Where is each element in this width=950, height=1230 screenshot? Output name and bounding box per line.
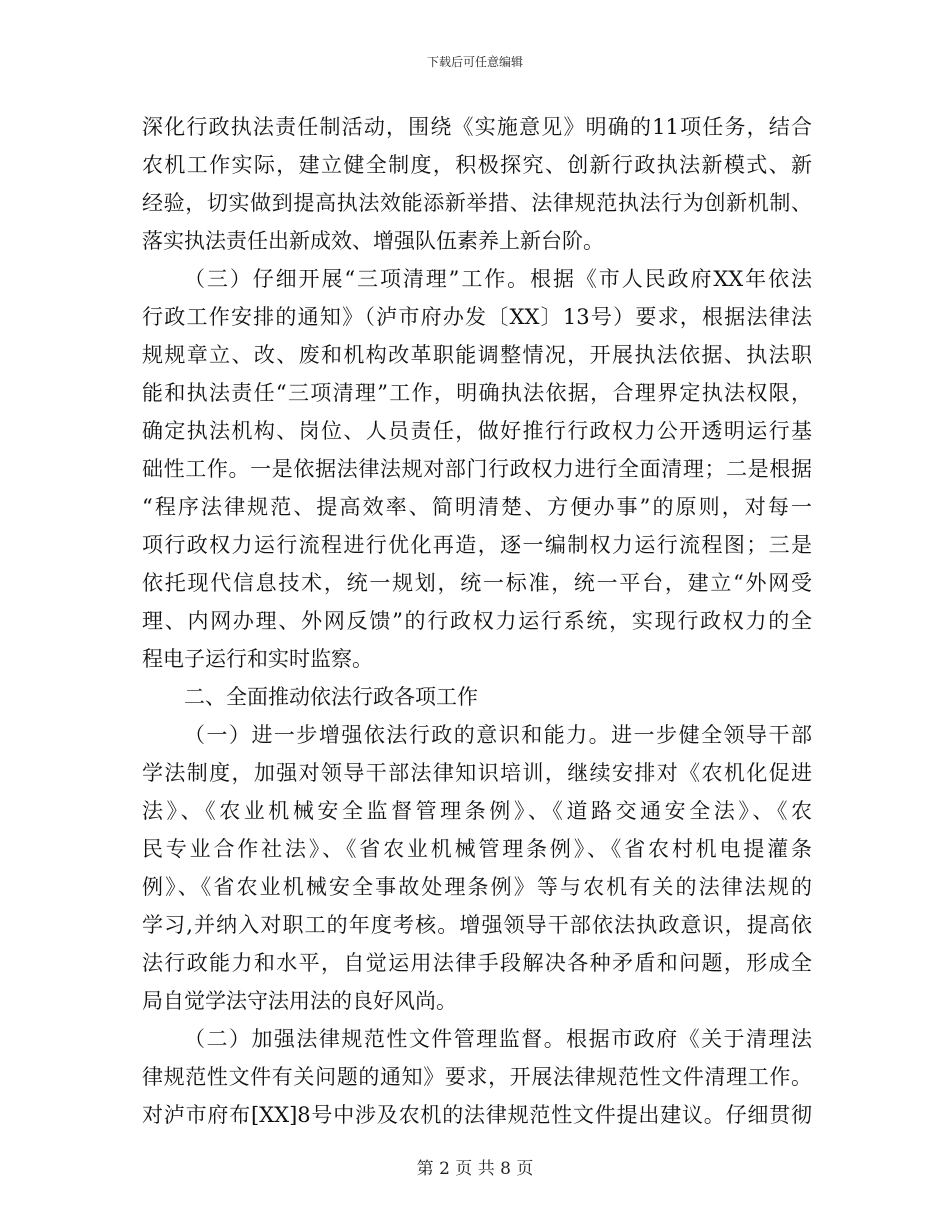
text-line: 确定执法机构、岗位、人员责任，做好推行行政权力公开透明运行基 — [142, 419, 812, 443]
text-line: 例》、《省农业机械安全事故处理条例》等与农机有关的法律法规的 — [142, 875, 812, 899]
text-line: 能和执法责任“三项清理”工作，明确执法依据，合理界定执法权限， — [142, 381, 812, 405]
text-line: 程电子运行和实时监察。 — [142, 647, 373, 671]
paragraph-start-line: （三）仔细开展“三项清理”工作。根据《市人民政府XX年依法 — [184, 267, 812, 291]
text-line: 法》、《农业机械安全监督管理条例》、《道路交通安全法》、《农 — [142, 799, 812, 823]
page-number-footer: 第 2 页 共 8 页 — [416, 1159, 534, 1179]
paragraph-start-line: （一）进一步增强依法行政的意识和能力。进一步健全领导干部 — [184, 723, 812, 747]
text-line: 学习,并纳入对职工的年度考核。增强领导干部依法执政意识，提高依 — [142, 913, 812, 937]
text-line: 规规章立、改、废和机构改革职能调整情况，开展执法依据、执法职 — [142, 343, 812, 367]
text-line: 落实执法责任出新成效、增强队伍素养上新台阶。 — [142, 229, 604, 253]
text-line: 农机工作实际，建立健全制度，积极探究、创新行政执法新模式、新 — [142, 153, 812, 177]
text-line: 对泸市府布[XX]8号中涉及农机的法律规范性文件提出建议。仔细贯彻 — [142, 1103, 812, 1127]
text-line: 理、内网办理、外网反馈”的行政权力运行系统，实现行政权力的全 — [142, 609, 812, 633]
text-line: 民专业合作社法》、《省农业机械管理条例》、《省农村机电提灌条 — [142, 837, 812, 861]
paragraph-start-line: （二）加强法律规范性文件管理监督。根据市政府《关于清理法 — [184, 1027, 812, 1051]
text-line: 学法制度，加强对领导干部法律知识培训，继续安排对《农机化促进 — [142, 761, 812, 785]
text-line: 深化行政执法责任制活动，围绕《实施意见》明确的11项任务，结合 — [142, 115, 812, 139]
text-line: 局自觉学法守法用法的良好风尚。 — [142, 989, 457, 1013]
document-body — [142, 108, 812, 1134]
text-line: 础性工作。一是依据法律法规对部门行政权力进行全面清理；二是根据 — [142, 457, 812, 481]
text-line: 法行政能力和水平，自觉运用法律手段解决各种矛盾和问题，形成全 — [142, 951, 812, 975]
text-line: “程序法律规范、提高效率、简明清楚、方便办事”的原则，对每一 — [142, 495, 812, 519]
text-line: 行政工作安排的通知》（泸市府办发〔XX〕13号）要求，根据法律法 — [142, 305, 812, 329]
section-heading: 二、全面推动依法行政各项工作 — [184, 685, 478, 709]
text-line: 律规范性文件有关问题的通知》要求，开展法律规范性文件清理工作。 — [142, 1065, 812, 1089]
text-line: 项行政权力运行流程进行优化再造，逐一编制权力运行流程图；三是 — [142, 533, 812, 557]
text-line: 经验，切实做到提高执法效能添新举措、法律规范执法行为创新机制、 — [142, 191, 812, 215]
page-header-note: 下载后可任意编辑 — [426, 55, 523, 69]
text-line: 依托现代信息技术，统一规划，统一标准，统一平台，建立“外网受 — [142, 571, 812, 595]
